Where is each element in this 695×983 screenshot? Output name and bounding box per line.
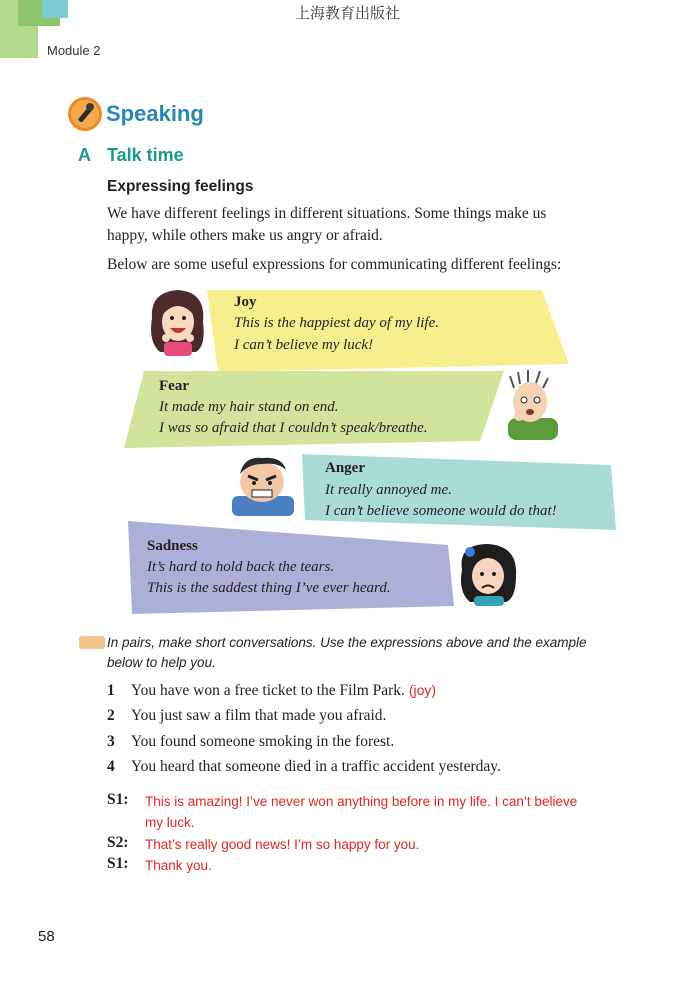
list-item (131, 682, 436, 700)
joy-expression: This is the happiest day of my life. (234, 315, 439, 331)
sadness-expression: This is the saddest thing I’ve ever heard. (147, 580, 391, 596)
page-number: 58 (38, 928, 55, 945)
list-item: You heard that someone died in a traffic accident yesterday. (131, 758, 501, 775)
item-number: 3 (107, 733, 115, 750)
dialogue-line: That’s really good news! I’m so happy for you. (145, 837, 420, 852)
dialogue-line (145, 791, 615, 833)
instruction-text (107, 633, 607, 673)
dialogue-speaker: S2: (107, 834, 129, 851)
instruction-line: In pairs, make short conversations. Use the expressions above and the example (107, 635, 587, 650)
instruction-tab-marker (79, 636, 105, 649)
list-item: You found someone smoking in the forest. (131, 733, 395, 750)
item-number: 2 (107, 707, 115, 724)
intro-paragraph-line: happy, while others make us angry or afraid. (107, 227, 383, 244)
subsection-letter: A (78, 145, 91, 165)
sadness-expression: It’s hard to hold back the tears. (147, 559, 335, 575)
anger-expression: I can’t believe someone would do that! (325, 503, 557, 519)
fear-title: Fear (159, 378, 189, 394)
item-number: 4 (107, 758, 115, 775)
dialogue-text: This is amazing! I’ve never won anything before in my life. I can’t believe (145, 794, 578, 809)
anger-title: Anger (325, 460, 365, 476)
sadness-title: Sadness (147, 538, 198, 554)
fear-expression: It made my hair stand on end. (159, 399, 339, 415)
dialogue-speaker: S1: (107, 791, 129, 808)
joy-title: Joy (234, 294, 257, 310)
module-label: Module 2 (47, 43, 101, 58)
intro-paragraph: Below are some useful expressions for communicating different feelings: (107, 256, 562, 273)
dialogue-line: Thank you. (145, 858, 212, 873)
anger-expression: It really annoyed me. (325, 482, 452, 498)
publisher-name: 上海教育出版社 (294, 4, 400, 22)
instruction-line: below to help you. (107, 655, 216, 670)
sadness-girl-illustration (461, 544, 516, 606)
subsection-title: Talk time (107, 145, 184, 165)
fear-expression: I was so afraid that I couldn’t speak/breathe. (159, 420, 428, 436)
section-title: Speaking (106, 101, 204, 126)
dialogue-speaker: S1: (107, 855, 129, 872)
item-hint: (joy) (408, 682, 437, 698)
joy-girl-illustration (151, 290, 204, 356)
list-item: You just saw a film that made you afraid. (131, 707, 387, 724)
fear-man-illustration (508, 370, 558, 440)
dialogue-text: my luck. (145, 815, 195, 830)
joy-expression: I can’t believe my luck! (234, 337, 374, 353)
item-text: You have won a free ticket to the Film Park. (131, 682, 405, 699)
intro-paragraph-line: We have different feelings in different situations. Some things make us (107, 205, 547, 222)
anger-man-illustration (232, 458, 294, 516)
topic-heading: Expressing feelings (107, 178, 254, 195)
item-number: 1 (107, 682, 115, 699)
